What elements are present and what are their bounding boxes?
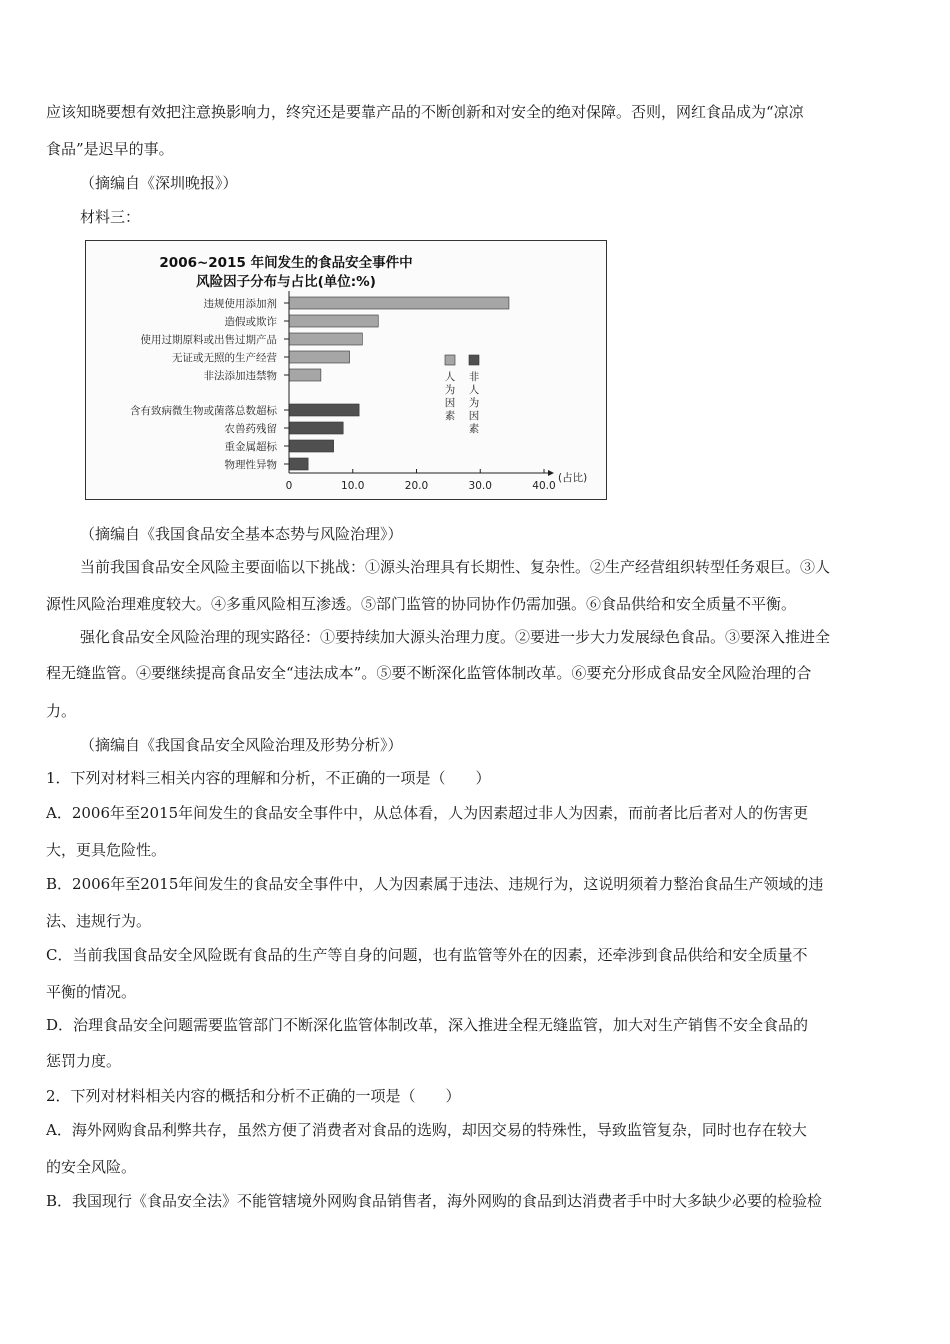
option-line: A．2006年至2015年间发生的食品安全事件中，从总体看，人为因素超过非人为因素，而前者比后者对人的伤害更	[46, 804, 809, 822]
category-label: 物理性异物	[224, 459, 277, 471]
bar	[289, 404, 359, 416]
x-axis-arrow	[548, 470, 554, 476]
category-label: 非法添加违禁物	[203, 370, 277, 382]
bar	[289, 422, 343, 434]
bar	[289, 369, 321, 381]
chart-figure	[85, 240, 607, 500]
paragraph-line: 食品”是迟早的事。	[46, 140, 174, 158]
paragraph-line: 程无缝监管。④要继续提高食品安全“违法成本”。⑤要不断深化监管体制改革。⑥要充分形成食品安全风险治理的合	[46, 664, 812, 682]
option-line: 的安全风险。	[46, 1158, 137, 1176]
x-tick-label: 10.0	[341, 480, 365, 492]
paragraph-line: 源性风险治理难度较大。④多重风险相互渗透。⑤部门监管的协同协作仍需加强。⑥食品供给和安全质量不平衡。	[46, 595, 797, 613]
source-citation: （摘编自《我国食品安全基本态势与风险治理》）	[80, 525, 403, 543]
x-tick-label: 20.0	[404, 480, 429, 492]
option-line: 平衡的情况。	[46, 983, 137, 1001]
paragraph-line: 力。	[46, 702, 77, 720]
x-axis-label: (占比)	[558, 472, 588, 484]
legend-swatch	[445, 355, 455, 365]
legend-label: 非人为因素	[468, 371, 480, 435]
chart-subtitle: 风险因子分布与占比(单位:%)	[196, 274, 376, 290]
bar	[289, 333, 362, 345]
legend-label: 人为因素	[444, 371, 456, 422]
bar	[289, 297, 509, 309]
category-label: 使用过期原料或出售过期产品	[140, 334, 277, 346]
category-label: 造假或欺诈	[224, 316, 277, 328]
option-line: B．2006年至2015年间发生的食品安全事件中，人为因素属于违法、违规行为，这说明须着力整治食品生产领域的违	[46, 875, 824, 893]
bar	[289, 351, 350, 363]
category-label: 农兽药残留	[224, 423, 277, 435]
bar	[289, 440, 334, 452]
bar	[289, 458, 308, 470]
x-tick-label: 30.0	[468, 480, 492, 492]
x-tick-label: 0	[285, 480, 293, 492]
paragraph-line: 当前我国食品安全风险主要面临以下挑战：①源头治理具有长期性、复杂性。②生产经营组织转型任务艰巨。③人	[80, 558, 831, 576]
option-line: A．海外网购食品利弊共存，虽然方便了消费者对食品的选购，却因交易的特殊性，导致监管复杂，同时也存在较大	[46, 1121, 807, 1139]
question-stem: 1．下列对材料三相关内容的理解和分析，不正确的一项是（ ）	[46, 769, 491, 787]
paragraph-line: 应该知晓要想有效把注意换影响力，终究还是要靠产品的不断创新和对安全的绝对保障。否则，网红食品成为“凉凉	[46, 103, 804, 121]
category-label: 重金属超标	[224, 441, 277, 453]
category-label: 含有致病微生物或菌落总数超标	[130, 405, 277, 417]
option-line: 惩罚力度。	[46, 1052, 122, 1070]
option-line: 大，更具危险性。	[46, 841, 167, 859]
bar	[289, 315, 378, 327]
source-citation: （摘编自《我国食品安全风险治理及形势分析》）	[80, 736, 403, 754]
material-heading: 材料三：	[80, 208, 141, 226]
category-label: 无证或无照的生产经营	[172, 352, 277, 364]
option-line: 法、违规行为。	[46, 912, 152, 930]
paragraph-line: 强化食品安全风险治理的现实路径：①要持续加大源头治理力度。②要进一步大力发展绿色食品。③要深入推进全	[80, 628, 831, 646]
category-label: 违规使用添加剂	[203, 298, 277, 310]
bar-chart	[86, 241, 606, 499]
legend-swatch	[469, 355, 479, 365]
option-line: D．治理食品安全问题需要监管部门不断深化监管体制改革，深入推进全程无缝监管，加大对生产销售不安全食品的	[46, 1016, 809, 1034]
question-stem: 2．下列对材料相关内容的概括和分析不正确的一项是（ ）	[46, 1087, 461, 1105]
x-tick-label: 40.0	[532, 480, 556, 492]
chart-title: 2006~2015 年间发生的食品安全事件中	[159, 255, 413, 271]
option-line: B．我国现行《食品安全法》不能管辖境外网购食品销售者，海外网购的食品到达消费者手中时大多缺少必要的检验检	[46, 1192, 823, 1210]
option-line: C．当前我国食品安全风险既有食品的生产等自身的问题，也有监管等外在的因素，还牵涉到食品供给和安全质量不	[46, 946, 808, 964]
source-citation: （摘编自《深圳晚报》）	[80, 174, 238, 192]
